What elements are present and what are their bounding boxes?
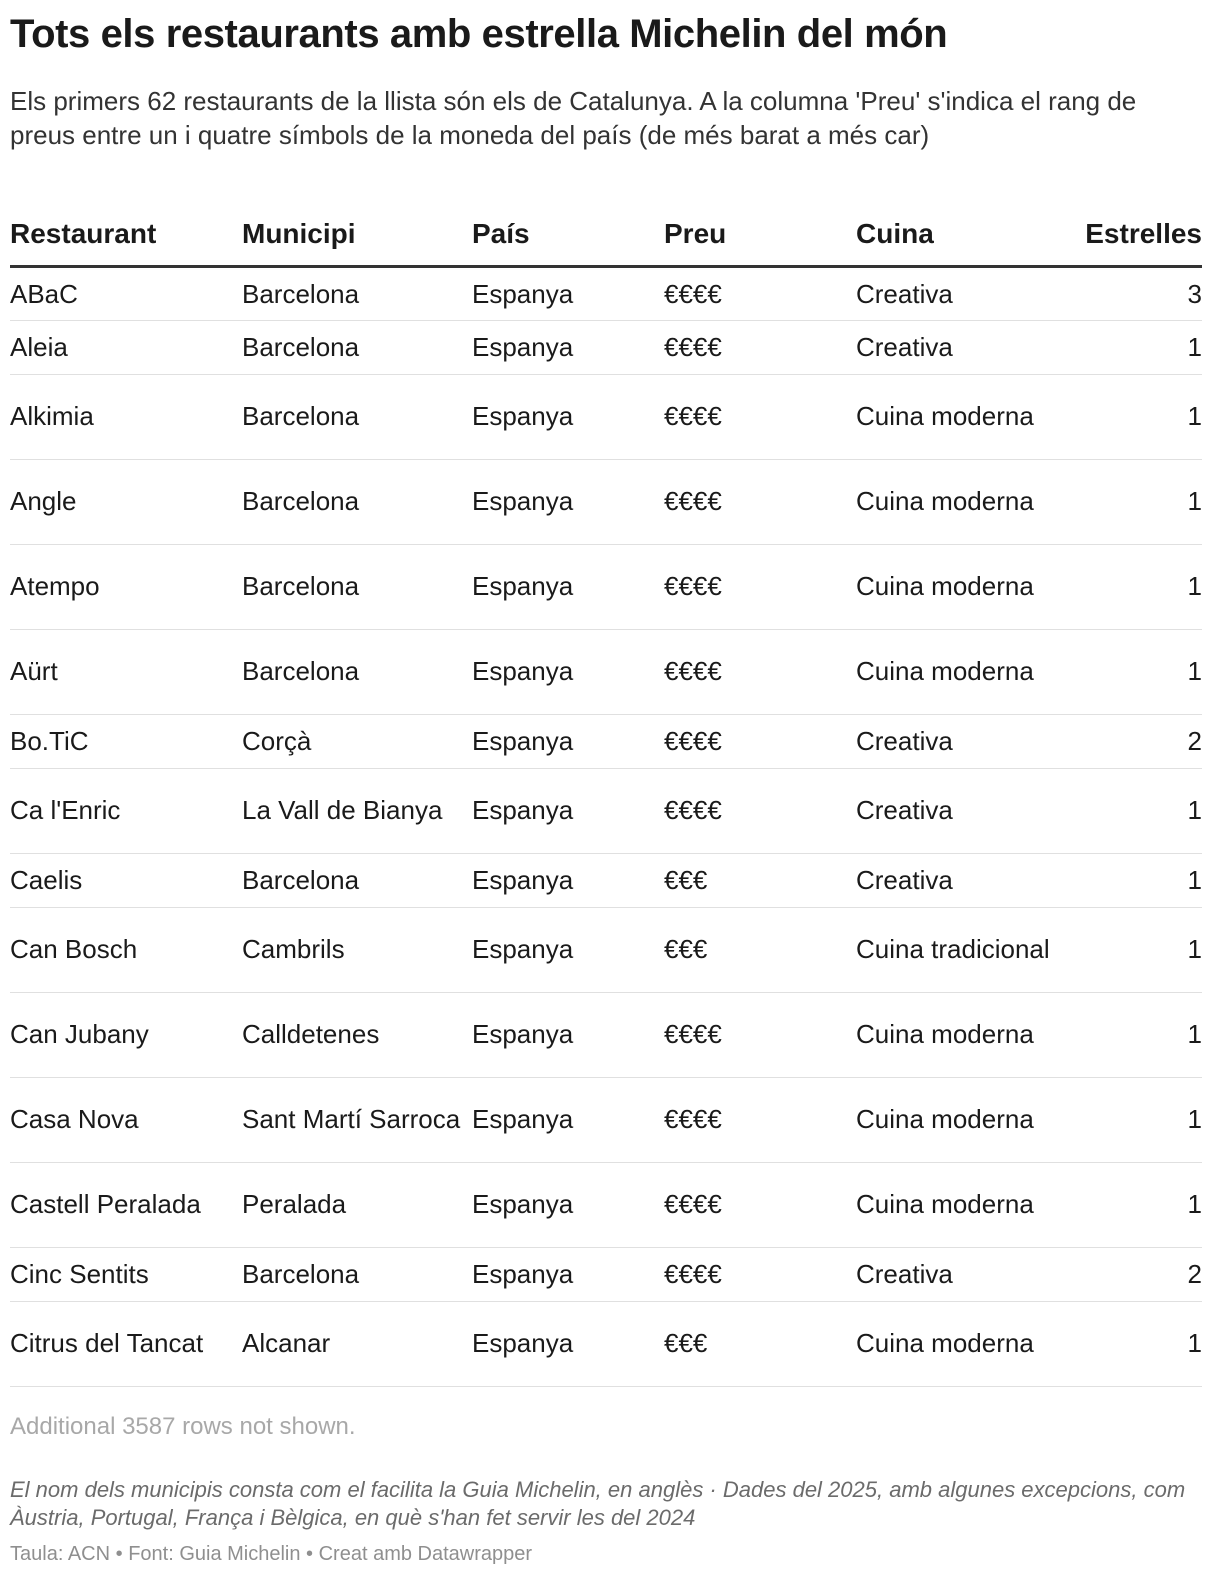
- cell-cuina: Cuina moderna: [856, 1301, 1056, 1386]
- cell-restaurant: Atempo: [10, 544, 242, 629]
- cell-municipi: Barcelona: [242, 266, 472, 320]
- cell-cuina: Creativa: [856, 320, 1056, 374]
- more-rows-note: Additional 3587 rows not shown.: [10, 1412, 356, 1440]
- cell-municipi: Cambrils: [242, 907, 472, 992]
- table-row: [10, 768, 1202, 853]
- cell-pais: Espanya: [472, 768, 664, 853]
- credits-line: [10, 1540, 1202, 1568]
- table-row: [10, 1301, 1202, 1386]
- cell-estrelles: 1: [1056, 374, 1202, 459]
- restaurants-table: [10, 216, 1202, 1387]
- cell-municipi: Calldetenes: [242, 992, 472, 1077]
- cell-cuina: Cuina moderna: [856, 1077, 1056, 1162]
- table-row: [10, 320, 1202, 374]
- cell-municipi: Barcelona: [242, 374, 472, 459]
- cell-municipi: Barcelona: [242, 1247, 472, 1301]
- table-row: [10, 992, 1202, 1077]
- cell-pais: Espanya: [472, 1162, 664, 1247]
- cell-preu: €€€€: [664, 374, 856, 459]
- cell-preu: €€€€: [664, 992, 856, 1077]
- column-header-preu[interactable]: Preu: [664, 216, 856, 266]
- cell-restaurant: Citrus del Tancat: [10, 1301, 242, 1386]
- credit-separator: •: [110, 1542, 129, 1565]
- cell-restaurant: Caelis: [10, 853, 242, 907]
- cell-municipi: Peralada: [242, 1162, 472, 1247]
- cell-estrelles: 2: [1056, 1247, 1202, 1301]
- credit-table: Taula: ACN: [10, 1542, 111, 1565]
- cell-restaurant: ABaC: [10, 266, 242, 320]
- cell-restaurant: Aleia: [10, 320, 242, 374]
- cell-restaurant: Cinc Sentits: [10, 1247, 242, 1301]
- cell-restaurant: Angle: [10, 459, 242, 544]
- cell-pais: Espanya: [472, 714, 664, 768]
- chart-title: Tots els restaurants amb estrella Michelin del món: [10, 12, 948, 56]
- cell-estrelles: 1: [1056, 459, 1202, 544]
- cell-preu: €€€€: [664, 266, 856, 320]
- table-row: [10, 907, 1202, 992]
- table-row: [10, 1247, 1202, 1301]
- cell-municipi: Barcelona: [242, 459, 472, 544]
- table-row: [10, 266, 1202, 320]
- column-header-estrelles[interactable]: Estrelles: [1056, 216, 1202, 266]
- footnote: El nom dels municipis consta com el facilita la Guia Michelin, en anglès · Dades del 2025, amb algunes excepcions, com Àustria, Portugal, França i Bèlgica, en què s'han fet servir les del 2024: [10, 1476, 1186, 1530]
- cell-pais: Espanya: [472, 1301, 664, 1386]
- cell-preu: €€€€: [664, 629, 856, 714]
- cell-cuina: Creativa: [856, 1247, 1056, 1301]
- table-body: [10, 266, 1202, 1386]
- cell-preu: €€€€: [664, 714, 856, 768]
- cell-estrelles: 1: [1056, 1077, 1202, 1162]
- column-header-municipi[interactable]: Municipi: [242, 216, 472, 266]
- cell-cuina: Cuina moderna: [856, 374, 1056, 459]
- cell-preu: €€€€: [664, 320, 856, 374]
- cell-pais: Espanya: [472, 459, 664, 544]
- credit-source: Font: Guia Michelin: [128, 1542, 301, 1565]
- cell-preu: €€€€: [664, 1247, 856, 1301]
- cell-pais: Espanya: [472, 629, 664, 714]
- column-header-restaurant[interactable]: Restaurant: [10, 216, 242, 266]
- cell-cuina: Cuina moderna: [856, 992, 1056, 1077]
- cell-pais: Espanya: [472, 907, 664, 992]
- cell-estrelles: 1: [1056, 768, 1202, 853]
- cell-restaurant: Can Bosch: [10, 907, 242, 992]
- cell-cuina: Cuina moderna: [856, 1162, 1056, 1247]
- cell-preu: €€€: [664, 907, 856, 992]
- cell-pais: Espanya: [472, 544, 664, 629]
- cell-municipi: Barcelona: [242, 629, 472, 714]
- cell-preu: €€€€: [664, 1077, 856, 1162]
- cell-cuina: Creativa: [856, 853, 1056, 907]
- cell-restaurant: Bo.TiC: [10, 714, 242, 768]
- cell-cuina: Cuina moderna: [856, 544, 1056, 629]
- cell-municipi: Alcanar: [242, 1301, 472, 1386]
- cell-pais: Espanya: [472, 374, 664, 459]
- table-row: [10, 459, 1202, 544]
- cell-restaurant: Alkimia: [10, 374, 242, 459]
- table-row: [10, 629, 1202, 714]
- cell-restaurant: Can Jubany: [10, 992, 242, 1077]
- cell-pais: Espanya: [472, 266, 664, 320]
- cell-pais: Espanya: [472, 320, 664, 374]
- cell-municipi: Barcelona: [242, 853, 472, 907]
- cell-restaurant: Casa Nova: [10, 1077, 242, 1162]
- cell-restaurant: Aürt: [10, 629, 242, 714]
- cell-cuina: Cuina moderna: [856, 459, 1056, 544]
- table-row: [10, 374, 1202, 459]
- table-row: [10, 714, 1202, 768]
- cell-cuina: Creativa: [856, 714, 1056, 768]
- cell-estrelles: 1: [1056, 320, 1202, 374]
- chart-container: [10, 6, 1202, 1568]
- credit-tool-link[interactable]: Creat amb Datawrapper: [318, 1542, 533, 1565]
- cell-restaurant: Castell Peralada: [10, 1162, 242, 1247]
- cell-pais: Espanya: [472, 853, 664, 907]
- cell-estrelles: 1: [1056, 907, 1202, 992]
- cell-preu: €€€€: [664, 459, 856, 544]
- cell-preu: €€€€: [664, 544, 856, 629]
- credit-separator: •: [300, 1542, 319, 1565]
- cell-municipi: Barcelona: [242, 544, 472, 629]
- cell-estrelles: 1: [1056, 853, 1202, 907]
- cell-municipi: Corçà: [242, 714, 472, 768]
- column-header-cuina[interactable]: Cuina: [856, 216, 1056, 266]
- cell-preu: €€€: [664, 1301, 856, 1386]
- cell-pais: Espanya: [472, 1077, 664, 1162]
- table-header-row: [10, 216, 1202, 266]
- column-header-pais[interactable]: País: [472, 216, 664, 266]
- cell-cuina: Cuina moderna: [856, 629, 1056, 714]
- cell-estrelles: 1: [1056, 992, 1202, 1077]
- cell-cuina: Creativa: [856, 266, 1056, 320]
- cell-estrelles: 1: [1056, 629, 1202, 714]
- table-row: [10, 1162, 1202, 1247]
- cell-estrelles: 1: [1056, 1301, 1202, 1386]
- cell-estrelles: 3: [1056, 266, 1202, 320]
- cell-cuina: Cuina tradicional: [856, 907, 1056, 992]
- cell-estrelles: 1: [1056, 544, 1202, 629]
- cell-preu: €€€: [664, 853, 856, 907]
- cell-municipi: La Vall de Bianya: [242, 768, 472, 853]
- table-row: [10, 853, 1202, 907]
- cell-municipi: Sant Martí Sarroca: [242, 1077, 472, 1162]
- cell-estrelles: 2: [1056, 714, 1202, 768]
- cell-pais: Espanya: [472, 992, 664, 1077]
- cell-preu: €€€€: [664, 1162, 856, 1247]
- table-row: [10, 1077, 1202, 1162]
- cell-preu: €€€€: [664, 768, 856, 853]
- cell-pais: Espanya: [472, 1247, 664, 1301]
- cell-restaurant: Ca l'Enric: [10, 768, 242, 853]
- chart-subtitle: Els primers 62 restaurants de la llista són els de Catalunya. A la columna 'Preu' s'indica el rang de preus entre un i quatre símbols de la moneda del país (de més barat a més car): [10, 86, 1137, 150]
- cell-municipi: Barcelona: [242, 320, 472, 374]
- cell-estrelles: 1: [1056, 1162, 1202, 1247]
- cell-cuina: Creativa: [856, 768, 1056, 853]
- table-row: [10, 544, 1202, 629]
